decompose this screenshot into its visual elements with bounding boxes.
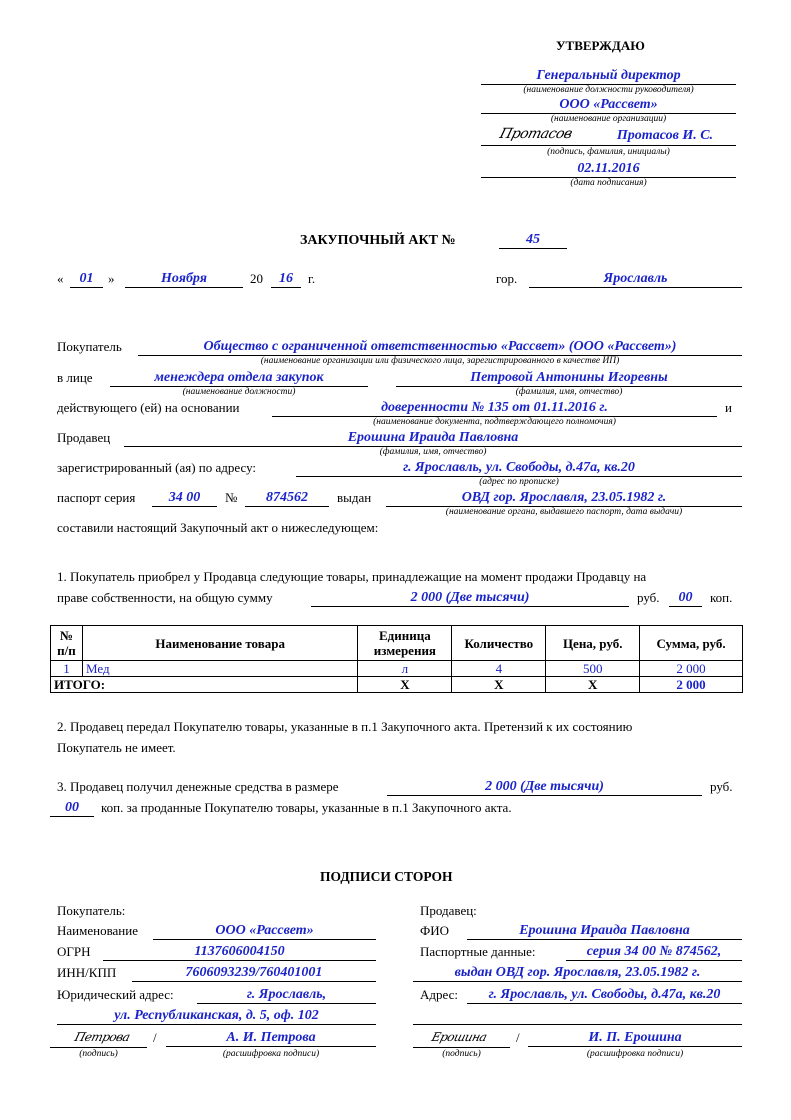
header-qty: Количество bbox=[452, 626, 546, 661]
clause2-line1: 2. Продавец передал Покупателю товары, указанные в п.1 Закупочного акта. Претензий к их состоянию bbox=[57, 719, 633, 734]
clause1-sum: 2 000 (Две тысячи) bbox=[311, 589, 629, 607]
clause3-sum: 2 000 (Две тысячи) bbox=[387, 778, 702, 796]
year-suffix: г. bbox=[308, 271, 316, 286]
issued-caption: (наименование органа, выдавшего паспорт, дата выдачи) bbox=[445, 507, 683, 517]
passport-series: 34 00 bbox=[152, 489, 217, 507]
clause1-line2: праве собственности, на общую сумму bbox=[57, 590, 273, 605]
act-city: Ярославль bbox=[529, 270, 742, 288]
sig-seller-addr-label: Адрес: bbox=[420, 987, 458, 1002]
sig-seller-passport-label: Паспортные данные: bbox=[420, 944, 536, 959]
year-prefix: 20 bbox=[250, 271, 263, 286]
header-sum: Сумма, руб. bbox=[640, 626, 743, 661]
act-title: ЗАКУПОЧНЫЙ АКТ № bbox=[300, 233, 456, 248]
sig-buyer-decode-caption: (расшифровка подписи) bbox=[222, 1049, 320, 1059]
sig-seller-slash: / bbox=[516, 1030, 520, 1045]
city-label: гор. bbox=[496, 271, 518, 286]
approve-date-caption: (дата подписания) bbox=[570, 178, 647, 188]
clause3-kop-value: 00 bbox=[50, 799, 94, 817]
act-year: 16 bbox=[271, 270, 301, 288]
issued-label: выдан bbox=[337, 490, 372, 505]
approve-title: УТВЕРЖДАЮ bbox=[556, 38, 645, 53]
signatures-title: ПОДПИСИ СТОРОН bbox=[320, 869, 453, 884]
seller-address: г. Ярославль, ул. Свободы, д.47а, кв.20 bbox=[296, 459, 742, 477]
basis-caption: (наименование документа, подтверждающего полномочия) bbox=[373, 417, 616, 427]
address-label: зарегистрированный (ая) по адресу: bbox=[57, 460, 257, 475]
sig-buyer-signature: Петрова bbox=[73, 1030, 132, 1044]
table-header-row bbox=[51, 626, 743, 661]
seller-name: Ерошина Ираида Павловна bbox=[124, 429, 742, 447]
buyer-label: Покупатель bbox=[57, 339, 122, 354]
total-label: ИТОГО: bbox=[51, 677, 358, 693]
sig-seller-sign-caption: (подпись) bbox=[442, 1049, 481, 1059]
seller-label: Продавец bbox=[57, 430, 111, 445]
sig-buyer-slash: / bbox=[153, 1030, 157, 1045]
sig-buyer-heading: Покупатель: bbox=[57, 903, 126, 918]
basis-document: доверенности № 135 от 01.11.2016 г. bbox=[272, 399, 717, 417]
sig-buyer-ogrn: 1137606004150 bbox=[103, 943, 376, 961]
parties-closing: составили настоящий Закупочный акт о нижеследующем: bbox=[57, 520, 379, 535]
sig-buyer-sign-line bbox=[50, 1047, 147, 1048]
sig-buyer-name-label: Наименование bbox=[57, 923, 138, 938]
address-caption: (адрес по прописке) bbox=[479, 477, 559, 487]
sig-seller-passport2: выдан ОВД гор. Ярославля, 23.05.1982 г. bbox=[413, 964, 742, 982]
sig-seller-fio: Ерошина Ираида Павловна bbox=[467, 922, 742, 940]
passport-label: паспорт серия bbox=[57, 490, 136, 505]
act-number: 45 bbox=[499, 231, 567, 249]
approve-sign-line bbox=[481, 145, 736, 146]
basis-and: и bbox=[725, 400, 732, 415]
basis-label: действующего (ей) на основании bbox=[57, 400, 240, 415]
date-quote-close: » bbox=[108, 271, 115, 286]
person-name: Петровой Антонины Игоревны bbox=[396, 369, 742, 387]
cell-unit: л bbox=[358, 661, 452, 677]
sig-seller-sign-line bbox=[413, 1047, 510, 1048]
passport-issued: ОВД гор. Ярославля, 23.05.1982 г. bbox=[386, 489, 742, 507]
total-sum: 2 000 bbox=[640, 677, 743, 693]
clause3-line1: 3. Продавец получил денежные средства в размере bbox=[57, 779, 339, 794]
date-quote-open: « bbox=[57, 271, 64, 286]
approve-org: ООО «Рассвет» bbox=[481, 96, 736, 114]
act-day: 01 bbox=[70, 270, 103, 288]
header-num: № п/п bbox=[51, 626, 83, 661]
cell-qty: 4 bbox=[452, 661, 546, 677]
sig-seller-addr-line2 bbox=[413, 1024, 742, 1025]
passport-number-label: № bbox=[225, 490, 238, 505]
buyer-name: Общество с ограниченной ответственностью «Рассвет» (ООО «Рассвет») bbox=[138, 338, 742, 356]
sig-buyer-ogrn-label: ОГРН bbox=[57, 944, 91, 959]
approve-org-caption: (наименование организации) bbox=[550, 114, 667, 124]
total-qty: Х bbox=[452, 677, 546, 693]
buyer-caption: (наименование организации или физического лица, зарегистрированного в качестве ИП) bbox=[260, 356, 620, 366]
cell-name: Мед bbox=[82, 661, 357, 677]
goods-table bbox=[50, 625, 743, 693]
approve-position: Генеральный директор bbox=[481, 67, 736, 85]
seller-caption: (фамилия, имя, отчество) bbox=[379, 447, 487, 457]
clause1-rub: руб. bbox=[637, 590, 660, 605]
cell-price: 500 bbox=[546, 661, 640, 677]
person-name-caption: (фамилия, имя, отчество) bbox=[515, 387, 623, 397]
sig-seller-heading: Продавец: bbox=[420, 903, 477, 918]
sig-seller-fio-label: ФИО bbox=[420, 923, 450, 938]
person-position: менеждера отдела закупок bbox=[110, 369, 368, 387]
act-month: Ноября bbox=[125, 270, 243, 288]
cell-num: 1 bbox=[51, 661, 83, 677]
sig-buyer-inn: 7606093239/760401001 bbox=[132, 964, 376, 982]
clause3-line2: коп. за проданные Покупателю товары, указанные в п.1 Закупочного акта. bbox=[101, 800, 512, 815]
sig-seller-decode-caption: (расшифровка подписи) bbox=[586, 1049, 684, 1059]
total-price: Х bbox=[546, 677, 640, 693]
approve-name: Протасов И. С. bbox=[616, 128, 714, 143]
sig-buyer-inn-label: ИНН/КПП bbox=[57, 965, 117, 980]
cell-sum: 2 000 bbox=[640, 661, 743, 677]
table-total-row bbox=[51, 677, 743, 693]
header-name: Наименование товара bbox=[82, 626, 357, 661]
clause1-kop: коп. bbox=[710, 590, 733, 605]
approve-position-caption: (наименование должности руководителя) bbox=[523, 85, 694, 95]
approve-name-caption: (подпись, фамилия, инициалы) bbox=[547, 147, 670, 157]
sig-buyer-decode: А. И. Петрова bbox=[166, 1029, 376, 1047]
sig-seller-signature: Ерошина bbox=[430, 1030, 489, 1044]
sig-buyer-sign-caption: (подпись) bbox=[79, 1049, 118, 1059]
header-unit: Единица измерения bbox=[358, 626, 452, 661]
header-price: Цена, руб. bbox=[546, 626, 640, 661]
table-row bbox=[51, 661, 743, 677]
clause3-rub: руб. bbox=[710, 779, 733, 794]
approve-signature: Протасов bbox=[497, 126, 574, 142]
total-unit: Х bbox=[358, 677, 452, 693]
sig-seller-decode: И. П. Ерошина bbox=[528, 1029, 742, 1047]
clause2-line2: Покупатель не имеет. bbox=[57, 740, 176, 755]
sig-buyer-name: ООО «Рассвет» bbox=[153, 922, 376, 940]
sig-buyer-addr1: г. Ярославль, bbox=[197, 986, 376, 1004]
person-label: в лице bbox=[57, 370, 93, 385]
sig-buyer-addr2: ул. Республиканская, д. 5, оф. 102 bbox=[57, 1007, 376, 1025]
sig-buyer-addr-label: Юридический адрес: bbox=[57, 987, 174, 1002]
clause1-line1: 1. Покупатель приобрел у Продавца следующие товары, принадлежащие на момент продажи Продавцу на bbox=[57, 569, 647, 584]
approve-date: 02.11.2016 bbox=[481, 160, 736, 178]
clause1-kop-value: 00 bbox=[669, 589, 702, 607]
passport-number: 874562 bbox=[245, 489, 329, 507]
sig-seller-passport1: серия 34 00 № 874562, bbox=[566, 943, 742, 961]
person-position-caption: (наименование должности) bbox=[182, 387, 296, 397]
sig-seller-addr: г. Ярославль, ул. Свободы, д.47а, кв.20 bbox=[467, 986, 742, 1004]
